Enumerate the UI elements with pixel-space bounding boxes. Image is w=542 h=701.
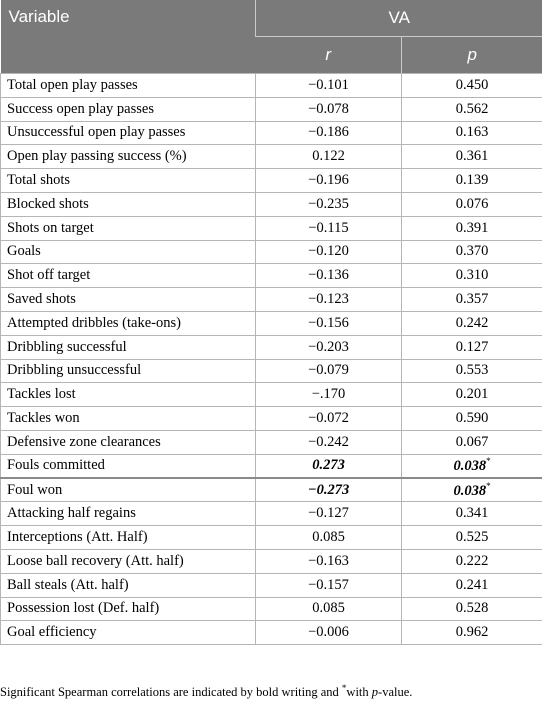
p-cell <box>402 74 542 98</box>
table-row <box>1 597 542 621</box>
significance-marker: * <box>486 480 491 491</box>
r-cell: −0.242 <box>256 430 402 454</box>
table-row <box>1 430 542 454</box>
p-value: 0.242 <box>455 314 489 331</box>
table-row <box>1 311 542 335</box>
table-row <box>1 335 542 359</box>
p-cell <box>402 121 542 145</box>
p-cell <box>402 549 542 573</box>
r-cell: −0.127 <box>256 502 402 526</box>
r-cell: −0.079 <box>256 359 402 383</box>
table-row <box>1 192 542 216</box>
footnote-text-2: with <box>346 685 372 700</box>
r-cell: −0.163 <box>256 549 402 573</box>
table-row <box>1 97 542 121</box>
table-header <box>1 0 542 74</box>
p-value: 0.222 <box>455 552 489 569</box>
p-value: 0.341 <box>455 505 489 522</box>
variable-cell: Interceptions (Att. Half) <box>1 526 256 550</box>
p-header: p <box>402 37 542 74</box>
p-value: 0.163 <box>455 124 489 141</box>
table-row <box>1 288 542 312</box>
variable-cell: Dribbling unsuccessful <box>1 359 256 383</box>
variable-cell: Total shots <box>1 169 256 193</box>
variable-header: Variable <box>1 0 256 74</box>
r-cell: −0.156 <box>256 311 402 335</box>
variable-cell: Shot off target <box>1 264 256 288</box>
table-row <box>1 526 542 550</box>
table-row <box>1 121 542 145</box>
p-cell <box>402 478 542 502</box>
r-cell: −0.120 <box>256 240 402 264</box>
r-cell: −0.203 <box>256 335 402 359</box>
p-value: 0.562 <box>455 100 489 117</box>
variable-cell: Goal efficiency <box>1 621 256 645</box>
p-value: 0.038 <box>453 482 487 499</box>
r-cell: −0.235 <box>256 192 402 216</box>
table-row <box>1 407 542 431</box>
r-cell: −0.186 <box>256 121 402 145</box>
p-cell <box>402 335 542 359</box>
table-row <box>1 573 542 597</box>
r-cell: −0.273 <box>256 478 402 502</box>
p-value: 0.310 <box>455 267 489 284</box>
r-cell: −0.123 <box>256 288 402 312</box>
table-row <box>1 383 542 407</box>
variable-cell: Total open play passes <box>1 74 256 98</box>
footnote-star: * <box>341 683 347 693</box>
variable-cell: Tackles won <box>1 407 256 431</box>
variable-cell: Open play passing success (%) <box>1 145 256 169</box>
table-row <box>1 216 542 240</box>
p-cell <box>402 383 542 407</box>
table-body <box>1 74 542 645</box>
variable-cell: Shots on target <box>1 216 256 240</box>
r-cell: −.170 <box>256 383 402 407</box>
table-row <box>1 240 542 264</box>
p-cell <box>402 192 542 216</box>
r-cell: −0.101 <box>256 74 402 98</box>
p-cell <box>402 407 542 431</box>
p-value: 0.553 <box>455 362 489 379</box>
p-cell <box>402 526 542 550</box>
table-row <box>1 74 542 98</box>
p-value: 0.139 <box>455 172 489 189</box>
variable-cell: Foul won <box>1 478 256 502</box>
footnote-text-1: Significant Spearman correlations are indicated by bold writing and <box>0 685 342 700</box>
p-value: 0.067 <box>455 433 489 450</box>
r-cell: −0.157 <box>256 573 402 597</box>
r-header: r <box>256 37 402 74</box>
p-cell <box>402 454 542 478</box>
p-cell <box>402 216 542 240</box>
p-cell <box>402 264 542 288</box>
table-row <box>1 478 542 502</box>
p-cell <box>402 169 542 193</box>
p-value: 0.370 <box>455 243 489 260</box>
p-value: 0.076 <box>455 195 489 212</box>
table-footnote <box>0 683 412 700</box>
variable-cell: Success open play passes <box>1 97 256 121</box>
p-value: 0.962 <box>455 624 489 641</box>
p-value: 0.201 <box>455 386 489 403</box>
variable-cell: Loose ball recovery (Att. half) <box>1 549 256 573</box>
p-value: 0.525 <box>455 529 489 546</box>
footnote-text-3: -value. <box>378 685 413 700</box>
variable-cell: Dribbling successful <box>1 335 256 359</box>
p-cell <box>402 502 542 526</box>
r-cell: −0.115 <box>256 216 402 240</box>
table-row <box>1 145 542 169</box>
p-value: 0.127 <box>455 338 489 355</box>
table-row <box>1 454 542 478</box>
variable-cell: Defensive zone clearances <box>1 430 256 454</box>
variable-cell: Fouls committed <box>1 454 256 478</box>
p-cell <box>402 240 542 264</box>
p-cell <box>402 97 542 121</box>
variable-cell: Possession lost (Def. half) <box>1 597 256 621</box>
p-cell <box>402 597 542 621</box>
table-row <box>1 502 542 526</box>
r-cell: 0.085 <box>256 597 402 621</box>
va-group-header: VA <box>256 0 542 37</box>
p-value: 0.590 <box>455 410 489 427</box>
footnote-p: p <box>371 685 379 700</box>
table-row <box>1 264 542 288</box>
p-cell <box>402 430 542 454</box>
r-cell: 0.122 <box>256 145 402 169</box>
r-cell: −0.072 <box>256 407 402 431</box>
p-cell <box>402 288 542 312</box>
r-cell: 0.085 <box>256 526 402 550</box>
p-cell <box>402 311 542 335</box>
variable-cell: Ball steals (Att. half) <box>1 573 256 597</box>
r-cell: −0.078 <box>256 97 402 121</box>
variable-cell: Blocked shots <box>1 192 256 216</box>
p-value: 0.241 <box>455 576 489 593</box>
p-value: 0.361 <box>455 148 489 165</box>
p-value: 0.357 <box>455 291 489 308</box>
table-row <box>1 359 542 383</box>
variable-cell: Attempted dribbles (take-ons) <box>1 311 256 335</box>
r-cell: −0.006 <box>256 621 402 645</box>
variable-cell: Saved shots <box>1 288 256 312</box>
variable-cell: Goals <box>1 240 256 264</box>
r-cell: −0.136 <box>256 264 402 288</box>
p-value: 0.528 <box>455 600 489 617</box>
r-cell: 0.273 <box>256 454 402 478</box>
p-cell <box>402 621 542 645</box>
variable-cell: Unsuccessful open play passes <box>1 121 256 145</box>
p-cell <box>402 145 542 169</box>
significance-marker: * <box>486 456 491 467</box>
table-row <box>1 169 542 193</box>
variable-cell: Attacking half regains <box>1 502 256 526</box>
table-row <box>1 549 542 573</box>
table-row <box>1 621 542 645</box>
r-cell: −0.196 <box>256 169 402 193</box>
p-cell <box>402 359 542 383</box>
variable-cell: Tackles lost <box>1 383 256 407</box>
p-value: 0.391 <box>455 219 489 236</box>
p-value: 0.038 <box>453 458 487 475</box>
p-cell <box>402 573 542 597</box>
p-value: 0.450 <box>455 76 489 93</box>
